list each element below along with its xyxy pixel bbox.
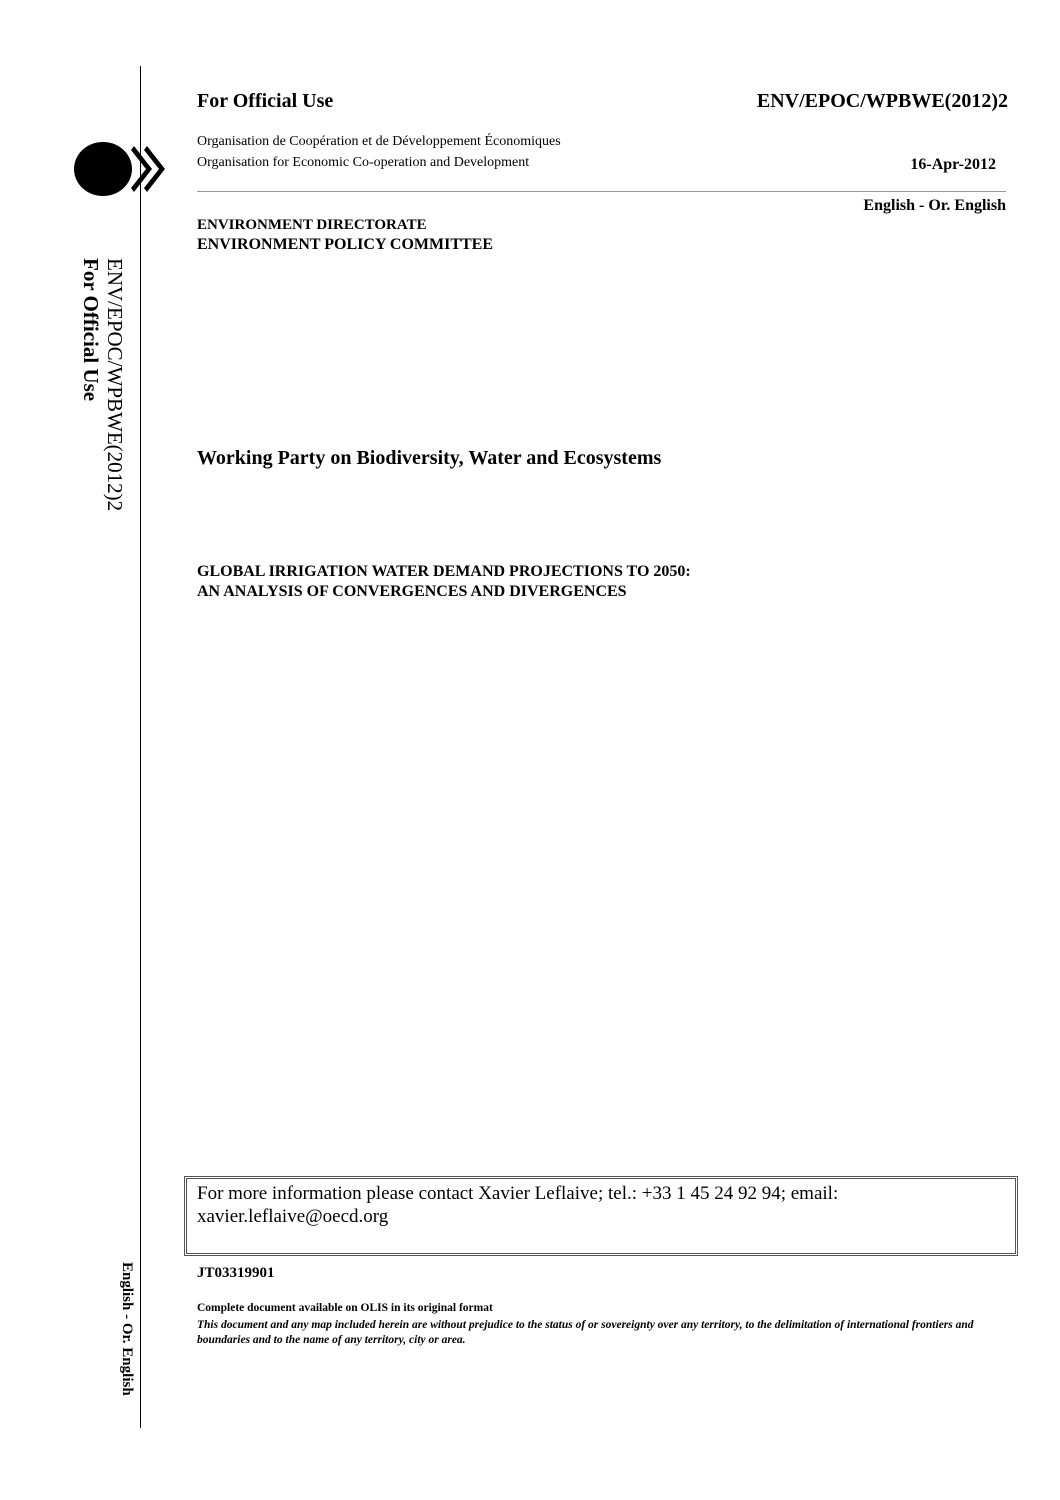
document-title-line-2: AN ANALYSIS OF CONVERGENCES AND DIVERGENCES [197, 583, 627, 600]
margin-doc-reference: ENV/EPOC/WPBWE(2012)2 [103, 258, 127, 512]
disclaimer: This document and any map included herein are without prejudice to the status of or sovereignty over any territory, to the delimitation of international frontiers and boundaries and to the name of any territory, city or area. [197, 1319, 974, 1346]
working-party-heading: Working Party on Biodiversity, Water and Ecosystems [197, 447, 662, 469]
olis-note: Complete document available on OLIS in its original format [197, 1302, 493, 1314]
oecd-logo [74, 140, 174, 198]
header-divider [197, 191, 1006, 192]
margin-classification: For Official Use [79, 258, 103, 402]
committee-name: ENVIRONMENT POLICY COMMITTEE [197, 236, 494, 253]
organisation-name-en: Organisation for Economic Co-operation and Development [197, 155, 530, 170]
job-number: JT03319901 [197, 1265, 275, 1281]
margin-language: English - Or. English [119, 1262, 135, 1396]
classification-label: For Official Use [197, 90, 334, 112]
organisation-name-fr: Organisation de Coopération et de Développement Économiques [197, 134, 561, 149]
directorate-name: ENVIRONMENT DIRECTORATE [197, 217, 427, 233]
contact-text: For more information please contact Xavier Leflaive; tel.: +33 1 45 24 92 94; email: xavier.leflaive@oecd.org [197, 1183, 839, 1227]
document-date: 16-Apr-2012 [910, 156, 996, 173]
document-language: English - Or. English [863, 197, 1006, 214]
contact-box [184, 1176, 1018, 1256]
margin-rule [140, 66, 141, 1428]
document-reference: ENV/EPOC/WPBWE(2012)2 [756, 90, 1008, 112]
document-title-line-1: GLOBAL IRRIGATION WATER DEMAND PROJECTIONS TO 2050: [197, 563, 691, 580]
